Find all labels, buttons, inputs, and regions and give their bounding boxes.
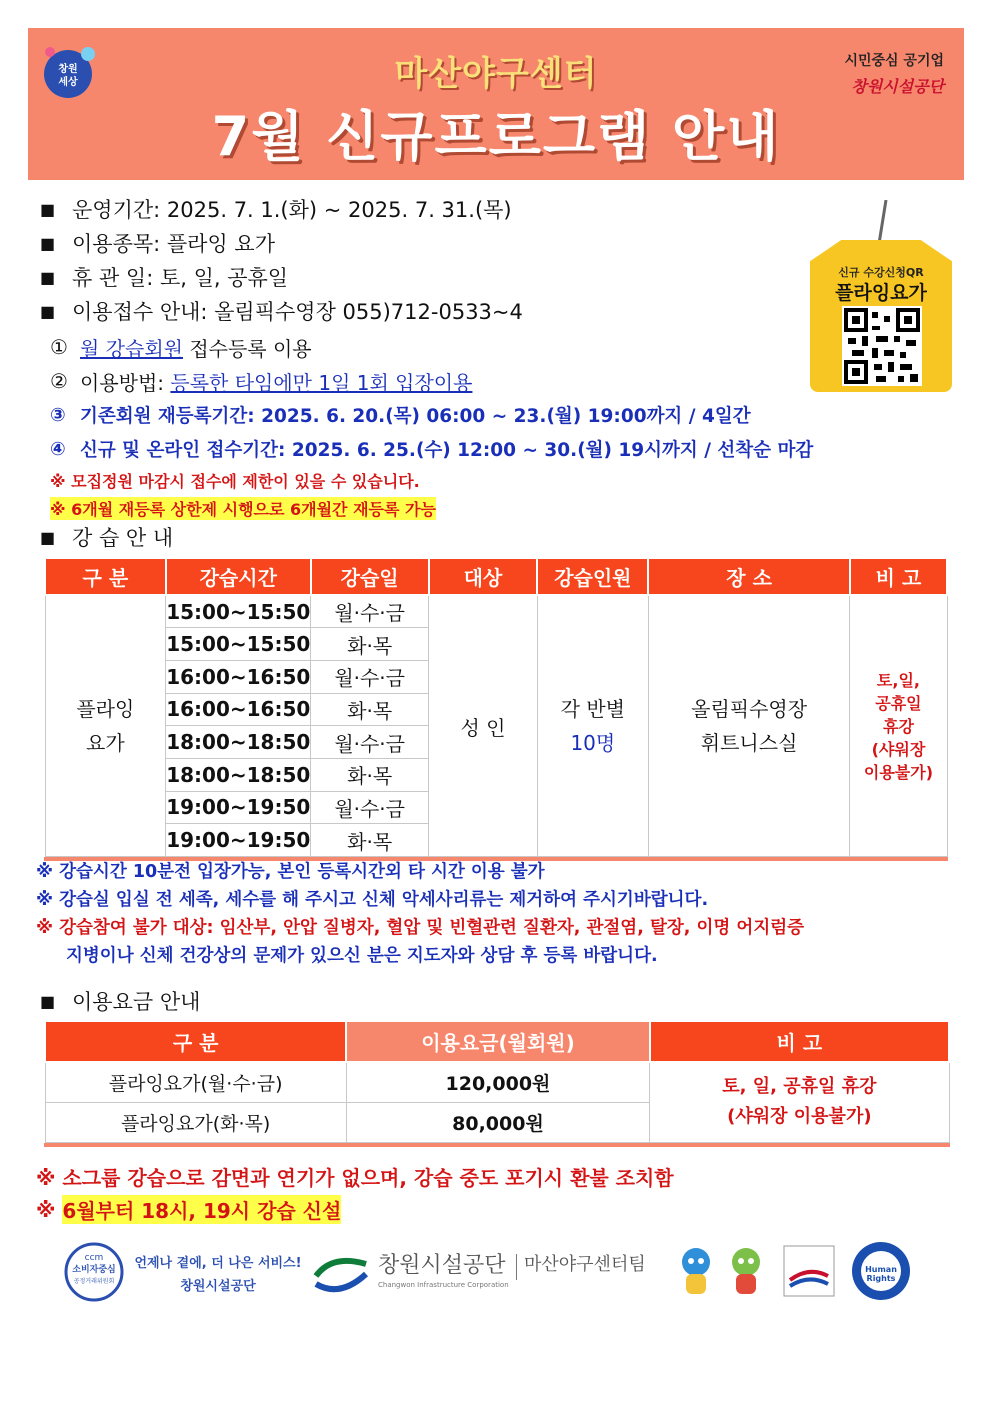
info-item: ■ 이용종목: 플라잉 요가: [40, 232, 275, 256]
org-emblem-icon: [312, 1250, 370, 1298]
fee-price-cell: 80,000원: [346, 1102, 649, 1142]
mascot-green-icon: [724, 1244, 768, 1300]
org-name: 창원시설공단 Changwon Infrastructure Corporation: [378, 1253, 509, 1289]
time-cell: 16:00~16:50: [166, 693, 311, 726]
info-item: ■ 운영기간: 2025. 7. 1.(화) ~ 2025. 7. 31.(목): [40, 198, 512, 222]
note-no-refund-delay: ※ 소그룹 강습으로 감면과 연기가 없으며, 강습 중도 포기시 환불 조치함: [36, 1166, 674, 1190]
col-header: 강습인원: [537, 558, 648, 595]
note-new-class: ※ 6월부터 18시, 19시 강습 신설: [36, 1193, 956, 1226]
square-bullet-icon: ■: [40, 233, 56, 253]
qr-code-icon[interactable]: [842, 306, 922, 386]
col-header: 구 분: [45, 558, 166, 595]
days-cell: 화·목: [311, 628, 429, 661]
qr-label: 신규 수강신청QR: [838, 266, 924, 279]
fee-name-cell: 플라잉요가(화·목): [45, 1102, 346, 1142]
time-cell: 15:00~15:50: [166, 628, 311, 661]
footer-logos: [60, 1238, 930, 1318]
time-cell: 15:00~15:50: [166, 595, 311, 628]
qr-program: 플라잉요가: [835, 282, 927, 304]
notes-list: [36, 856, 956, 968]
info-sub-list: [50, 330, 813, 522]
note-entry-time: ※ 강습시간 10분전 입장가능, 본인 등록시간외 타 시간 이용 불가: [36, 861, 545, 882]
square-bullet-icon: ■: [40, 267, 56, 287]
note-consult: 지병이나 신체 건강상의 문제가 있으신 분은 지도자와 상담 후 등록 바랍니다.: [66, 945, 658, 966]
category-cell: 플라잉 요가: [45, 595, 166, 857]
note-restriction: ※ 강습참여 불가 대상: 임산부, 안압 질병자, 혈압 및 빈혈관련 질환자, 관절염, 탈장, 이명 어지럼증: [36, 917, 805, 938]
col-header: 구 분: [45, 1021, 346, 1062]
fee-price-cell: 120,000원: [346, 1062, 649, 1102]
sub-item-3: ③ 기존회원 재등록기간: 2025. 6. 20.(목) 06:00 ~ 23.(월) 19:00까지 / 4일간: [50, 404, 751, 427]
square-bullet-icon: ■: [40, 301, 56, 321]
monthly-member-link: 월 강습회원: [80, 336, 183, 361]
ccm-logo-text: ccm 소비자중심 공정거래위원회: [72, 1253, 116, 1285]
schedule-table: [44, 557, 948, 861]
days-cell: 화·목: [311, 758, 429, 791]
days-cell: 월·수·금: [311, 791, 429, 824]
fee-table: [44, 1020, 950, 1147]
fee-remark-cell: 토, 일, 공휴일 휴강 (샤워장 이용불가): [650, 1062, 949, 1142]
svg-text:창원: 창원: [58, 64, 78, 75]
header-banner: [28, 28, 964, 180]
col-header: 장 소: [648, 558, 850, 595]
note-reregister: ※ 6개월 재등록 상한제 시행으로 6개월간 재등록 가능: [50, 494, 813, 522]
target-cell: 성 인: [429, 595, 538, 857]
info-list: [40, 192, 940, 328]
note-capacity: ※ 모집정원 마감시 접수에 제한이 있을 수 있습니다.: [50, 471, 420, 491]
table-row: [45, 595, 947, 628]
days-cell: 화·목: [311, 824, 429, 857]
col-header: 비 고: [650, 1021, 949, 1062]
col-header: 강습시간: [166, 558, 311, 595]
sub-item-4: ④ 신규 및 온라인 접수기간: 2025. 6. 25.(수) 12:00 ~ 30.(월) 19시까지 / 선착순 마감: [50, 438, 814, 461]
capacity-cell: 각 반별 10명: [537, 595, 648, 857]
section-schedule: ■ 강 습 안 내: [40, 526, 174, 550]
col-header: 대상: [429, 558, 538, 595]
days-cell: 월·수·금: [311, 660, 429, 693]
time-cell: 19:00~19:50: [166, 824, 311, 857]
certification-badge-icon: [782, 1244, 836, 1298]
divider: [516, 1254, 517, 1280]
brand-line1: 시민중심 공기업: [844, 53, 944, 69]
info-item: ■ 이용접수 안내: 올림픽수영장 055)712-0533~4: [40, 300, 523, 324]
square-bullet-icon: ■: [40, 527, 56, 547]
table-divider: [44, 1143, 950, 1147]
days-cell: 월·수·금: [311, 726, 429, 759]
svg-text:세상: 세상: [58, 77, 78, 88]
table-row: [45, 1062, 949, 1102]
col-header: 강습일: [311, 558, 429, 595]
sub-item-2: ② 이용방법: 등록한 타임에만 1일 1회 입장이용: [50, 364, 813, 398]
slogan: 언제나 곁에, 더 나은 서비스! 창원시설공단: [134, 1256, 302, 1294]
header-subtitle: 마산야구센터: [394, 54, 598, 94]
brand-line2: 창원시설공단: [851, 77, 944, 96]
qr-tag[interactable]: [810, 200, 952, 392]
days-cell: 월·수·금: [311, 595, 429, 628]
note-wash: ※ 강습실 입실 전 세족, 세수를 해 주시고 신체 악세사리류는 제거하여 주시기바랍니다.: [36, 889, 709, 910]
center-name: 마산야구센터팀: [524, 1254, 646, 1275]
mascot-blue-icon: [674, 1244, 718, 1300]
square-bullet-icon: ■: [40, 199, 56, 219]
days-cell: 화·목: [311, 693, 429, 726]
time-cell: 16:00~16:50: [166, 660, 311, 693]
human-rights-text: Human Rights: [865, 1265, 897, 1283]
section-fee: ■ 이용요금 안내: [40, 990, 201, 1014]
usage-method-link: 등록한 타임에만 1일 1회 입장이용: [170, 370, 473, 395]
fee-name-cell: 플라잉요가(월·수·금): [45, 1062, 346, 1102]
sub-item-1: ① 월 강습회원 접수등록 이용: [50, 330, 813, 364]
time-cell: 19:00~19:50: [166, 791, 311, 824]
info-item: ■ 휴 관 일: 토, 일, 공휴일: [40, 266, 289, 290]
time-cell: 18:00~18:50: [166, 726, 311, 759]
col-header: 이용요금(월회원): [346, 1021, 649, 1062]
time-cell: 18:00~18:50: [166, 758, 311, 791]
remark-cell: 토,일, 공휴일 휴강 (샤워장 이용불가): [850, 595, 947, 857]
final-notes: [36, 1160, 956, 1226]
square-bullet-icon: ■: [40, 991, 56, 1011]
page-title: 7월 신규프로그램 안내: [211, 105, 781, 168]
brand-logo: [844, 50, 944, 97]
place-cell: 올림픽수영장 휘트니스실: [648, 595, 850, 857]
col-header: 비 고: [850, 558, 947, 595]
